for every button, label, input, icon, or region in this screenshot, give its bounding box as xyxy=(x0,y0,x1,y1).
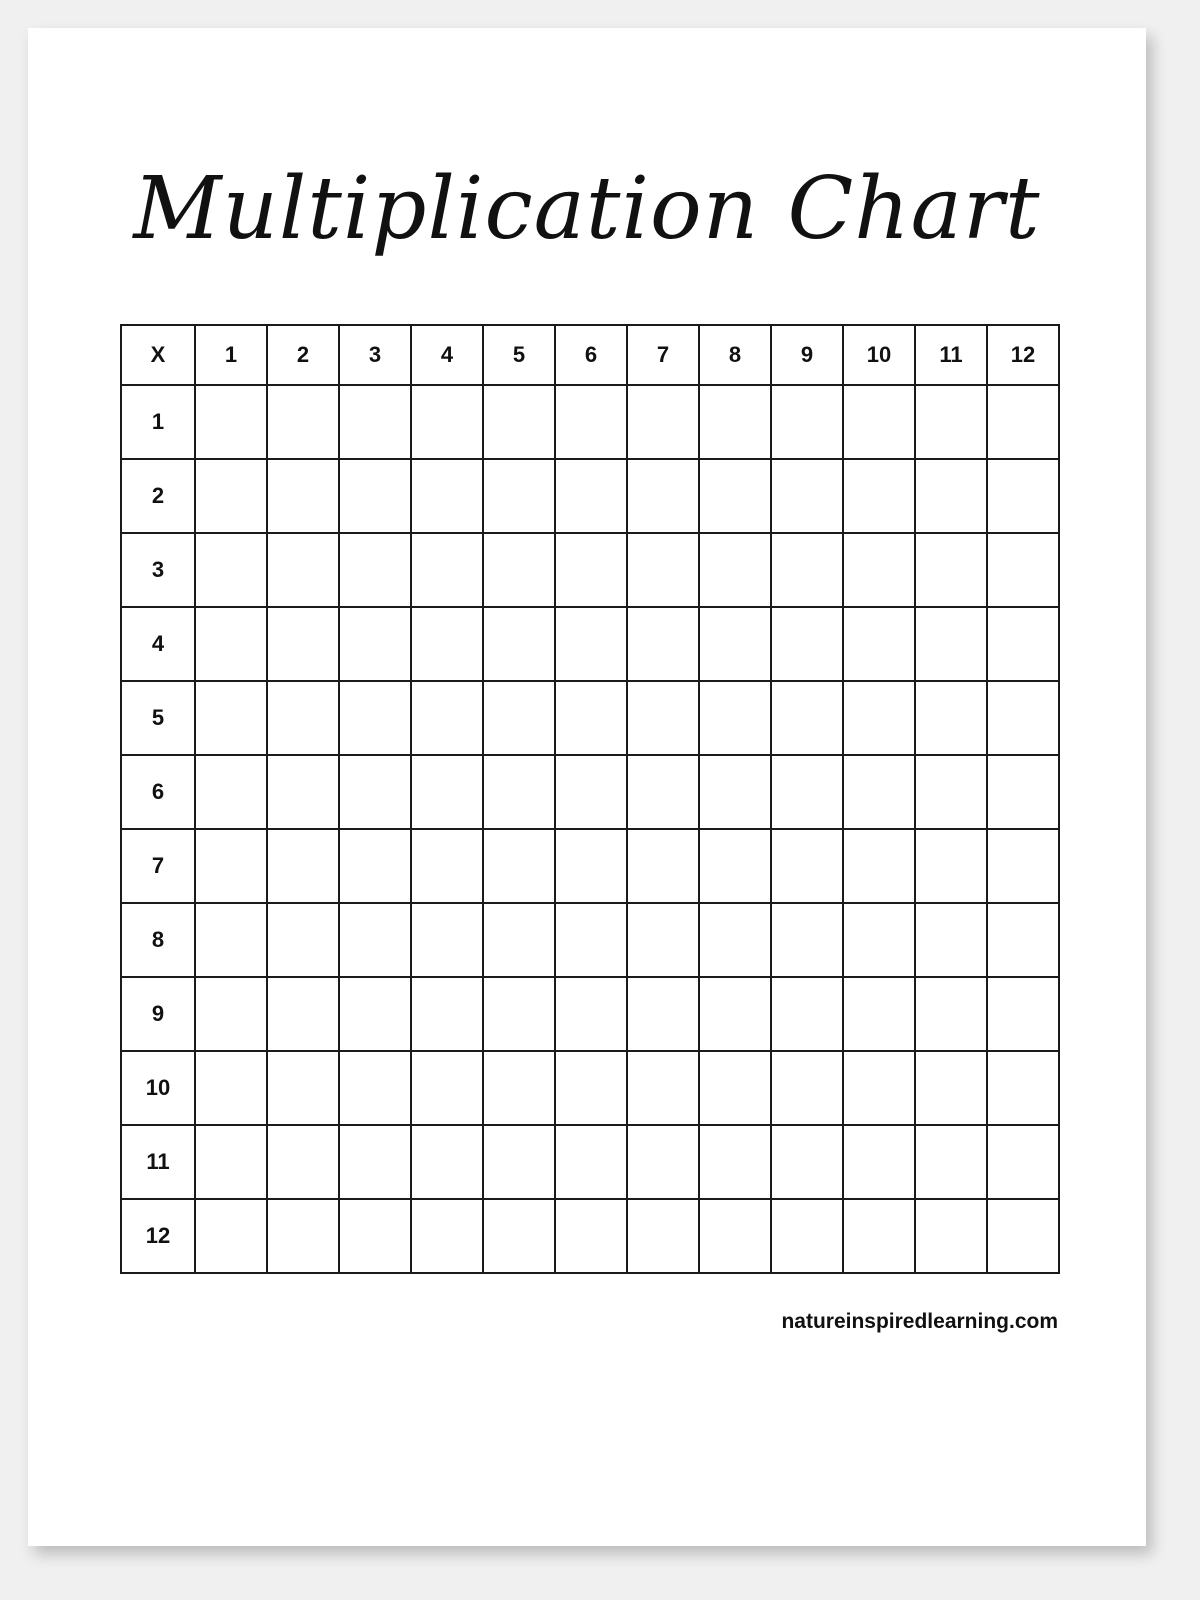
grid-cell-r1-c9[interactable] xyxy=(771,385,843,459)
grid-cell-r1-c6[interactable] xyxy=(555,385,627,459)
grid-cell-r2-c9[interactable] xyxy=(771,459,843,533)
grid-cell-r4-c4[interactable] xyxy=(411,607,483,681)
grid-cell-r6-c7[interactable] xyxy=(627,755,699,829)
table-row xyxy=(121,903,1059,977)
grid-cell-r12-c11[interactable] xyxy=(915,1199,987,1273)
grid-cell-r8-c8[interactable] xyxy=(699,903,771,977)
grid-cell-r9-c10[interactable] xyxy=(843,977,915,1051)
grid-cell-r6-c5[interactable] xyxy=(483,755,555,829)
row-header-12: 12 xyxy=(121,1199,195,1273)
grid-cell-r4-c11[interactable] xyxy=(915,607,987,681)
column-header-7: 7 xyxy=(627,325,699,385)
grid-cell-r5-c2[interactable] xyxy=(267,681,339,755)
row-header-3: 3 xyxy=(121,533,195,607)
grid-cell-r1-c10[interactable] xyxy=(843,385,915,459)
grid-cell-r3-c12[interactable] xyxy=(987,533,1059,607)
grid-cell-r12-c5[interactable] xyxy=(483,1199,555,1273)
grid-cell-r7-c8[interactable] xyxy=(699,829,771,903)
grid-cell-r1-c11[interactable] xyxy=(915,385,987,459)
grid-cell-r12-c3[interactable] xyxy=(339,1199,411,1273)
table-row xyxy=(121,829,1059,903)
table-header-row xyxy=(121,325,1059,385)
grid-cell-r5-c4[interactable] xyxy=(411,681,483,755)
grid-cell-r8-c12[interactable] xyxy=(987,903,1059,977)
grid-cell-r9-c5[interactable] xyxy=(483,977,555,1051)
grid-cell-r12-c12[interactable] xyxy=(987,1199,1059,1273)
table-row xyxy=(121,681,1059,755)
grid-cell-r8-c4[interactable] xyxy=(411,903,483,977)
grid-cell-r8-c5[interactable] xyxy=(483,903,555,977)
grid-cell-r1-c4[interactable] xyxy=(411,385,483,459)
table-row xyxy=(121,1199,1059,1273)
grid-cell-r7-c6[interactable] xyxy=(555,829,627,903)
grid-cell-r9-c4[interactable] xyxy=(411,977,483,1051)
grid-cell-r9-c12[interactable] xyxy=(987,977,1059,1051)
grid-cell-r7-c12[interactable] xyxy=(987,829,1059,903)
grid-cell-r5-c8[interactable] xyxy=(699,681,771,755)
grid-cell-r5-c12[interactable] xyxy=(987,681,1059,755)
grid-cell-r3-c1[interactable] xyxy=(195,533,267,607)
grid-cell-r2-c4[interactable] xyxy=(411,459,483,533)
grid-cell-r10-c12[interactable] xyxy=(987,1051,1059,1125)
row-header-8: 8 xyxy=(121,903,195,977)
grid-cell-r4-c6[interactable] xyxy=(555,607,627,681)
grid-cell-r11-c8[interactable] xyxy=(699,1125,771,1199)
grid-cell-r11-c9[interactable] xyxy=(771,1125,843,1199)
table-row xyxy=(121,1125,1059,1199)
grid-cell-r1-c7[interactable] xyxy=(627,385,699,459)
grid-cell-r2-c2[interactable] xyxy=(267,459,339,533)
grid-cell-r4-c8[interactable] xyxy=(699,607,771,681)
grid-cell-r8-c11[interactable] xyxy=(915,903,987,977)
multiplication-grid xyxy=(120,324,1060,1274)
grid-cell-r11-c11[interactable] xyxy=(915,1125,987,1199)
grid-cell-r6-c11[interactable] xyxy=(915,755,987,829)
grid-cell-r9-c6[interactable] xyxy=(555,977,627,1051)
grid-cell-r4-c3[interactable] xyxy=(339,607,411,681)
grid-cell-r5-c9[interactable] xyxy=(771,681,843,755)
row-header-7: 7 xyxy=(121,829,195,903)
grid-cell-r7-c1[interactable] xyxy=(195,829,267,903)
column-header-4: 4 xyxy=(411,325,483,385)
grid-cell-r7-c2[interactable] xyxy=(267,829,339,903)
grid-cell-r12-c8[interactable] xyxy=(699,1199,771,1273)
grid-cell-r12-c4[interactable] xyxy=(411,1199,483,1273)
grid-cell-r10-c4[interactable] xyxy=(411,1051,483,1125)
grid-cell-r11-c4[interactable] xyxy=(411,1125,483,1199)
grid-cell-r4-c9[interactable] xyxy=(771,607,843,681)
grid-cell-r10-c11[interactable] xyxy=(915,1051,987,1125)
grid-cell-r3-c3[interactable] xyxy=(339,533,411,607)
grid-cell-r2-c10[interactable] xyxy=(843,459,915,533)
grid-cell-r10-c8[interactable] xyxy=(699,1051,771,1125)
footer-credit: natureinspiredlearning.com xyxy=(781,1310,1058,1333)
row-header-4: 4 xyxy=(121,607,195,681)
grid-cell-r9-c11[interactable] xyxy=(915,977,987,1051)
column-header-10: 10 xyxy=(843,325,915,385)
grid-cell-r5-c1[interactable] xyxy=(195,681,267,755)
grid-cell-r4-c12[interactable] xyxy=(987,607,1059,681)
grid-cell-r2-c5[interactable] xyxy=(483,459,555,533)
grid-cell-r7-c3[interactable] xyxy=(339,829,411,903)
grid-cell-r7-c10[interactable] xyxy=(843,829,915,903)
grid-cell-r3-c10[interactable] xyxy=(843,533,915,607)
grid-cell-r4-c10[interactable] xyxy=(843,607,915,681)
multiplication-table xyxy=(120,324,1060,1274)
grid-cell-r9-c9[interactable] xyxy=(771,977,843,1051)
grid-cell-r9-c2[interactable] xyxy=(267,977,339,1051)
table-row xyxy=(121,459,1059,533)
grid-cell-r9-c8[interactable] xyxy=(699,977,771,1051)
grid-cell-r11-c7[interactable] xyxy=(627,1125,699,1199)
grid-cell-r8-c1[interactable] xyxy=(195,903,267,977)
grid-cell-r7-c9[interactable] xyxy=(771,829,843,903)
grid-cell-r5-c5[interactable] xyxy=(483,681,555,755)
grid-cell-r2-c12[interactable] xyxy=(987,459,1059,533)
grid-cell-r2-c7[interactable] xyxy=(627,459,699,533)
table-row xyxy=(121,977,1059,1051)
table-row xyxy=(121,1051,1059,1125)
grid-cell-r7-c11[interactable] xyxy=(915,829,987,903)
grid-cell-r11-c6[interactable] xyxy=(555,1125,627,1199)
grid-cell-r4-c1[interactable] xyxy=(195,607,267,681)
grid-cell-r2-c6[interactable] xyxy=(555,459,627,533)
grid-cell-r3-c9[interactable] xyxy=(771,533,843,607)
grid-cell-r2-c11[interactable] xyxy=(915,459,987,533)
grid-cell-r6-c12[interactable] xyxy=(987,755,1059,829)
row-header-5: 5 xyxy=(121,681,195,755)
grid-cell-r1-c8[interactable] xyxy=(699,385,771,459)
grid-cell-r1-c5[interactable] xyxy=(483,385,555,459)
grid-cell-r7-c7[interactable] xyxy=(627,829,699,903)
grid-cell-r8-c9[interactable] xyxy=(771,903,843,977)
grid-cell-r10-c9[interactable] xyxy=(771,1051,843,1125)
column-header-5: 5 xyxy=(483,325,555,385)
grid-cell-r11-c5[interactable] xyxy=(483,1125,555,1199)
grid-cell-r3-c8[interactable] xyxy=(699,533,771,607)
grid-cell-r11-c3[interactable] xyxy=(339,1125,411,1199)
row-header-2: 2 xyxy=(121,459,195,533)
table-row xyxy=(121,755,1059,829)
grid-cell-r10-c1[interactable] xyxy=(195,1051,267,1125)
grid-cell-r11-c12[interactable] xyxy=(987,1125,1059,1199)
grid-cell-r10-c5[interactable] xyxy=(483,1051,555,1125)
table-row xyxy=(121,385,1059,459)
grid-cell-r3-c4[interactable] xyxy=(411,533,483,607)
grid-cell-r4-c5[interactable] xyxy=(483,607,555,681)
grid-cell-r8-c3[interactable] xyxy=(339,903,411,977)
table-header-row-group xyxy=(121,325,1059,385)
grid-cell-r6-c3[interactable] xyxy=(339,755,411,829)
grid-cell-r2-c3[interactable] xyxy=(339,459,411,533)
row-header-6: 6 xyxy=(121,755,195,829)
grid-cell-r3-c7[interactable] xyxy=(627,533,699,607)
grid-cell-r1-c1[interactable] xyxy=(195,385,267,459)
grid-cell-r6-c9[interactable] xyxy=(771,755,843,829)
row-header-11: 11 xyxy=(121,1125,195,1199)
grid-cell-r2-c1[interactable] xyxy=(195,459,267,533)
grid-cell-r2-c8[interactable] xyxy=(699,459,771,533)
column-header-2: 2 xyxy=(267,325,339,385)
grid-cell-r8-c10[interactable] xyxy=(843,903,915,977)
grid-cell-r12-c7[interactable] xyxy=(627,1199,699,1273)
table-body xyxy=(121,385,1059,1273)
grid-cell-r11-c10[interactable] xyxy=(843,1125,915,1199)
page-title: Multiplication Chart xyxy=(133,159,1041,259)
grid-cell-r10-c6[interactable] xyxy=(555,1051,627,1125)
grid-cell-r5-c6[interactable] xyxy=(555,681,627,755)
grid-cell-r12-c9[interactable] xyxy=(771,1199,843,1273)
grid-cell-r11-c2[interactable] xyxy=(267,1125,339,1199)
grid-cell-r6-c6[interactable] xyxy=(555,755,627,829)
grid-cell-r4-c7[interactable] xyxy=(627,607,699,681)
grid-cell-r1-c2[interactable] xyxy=(267,385,339,459)
row-header-1: 1 xyxy=(121,385,195,459)
grid-cell-r5-c3[interactable] xyxy=(339,681,411,755)
grid-cell-r4-c2[interactable] xyxy=(267,607,339,681)
column-header-3: 3 xyxy=(339,325,411,385)
grid-cell-r9-c7[interactable] xyxy=(627,977,699,1051)
grid-cell-r3-c11[interactable] xyxy=(915,533,987,607)
grid-cell-r5-c10[interactable] xyxy=(843,681,915,755)
column-header-1: 1 xyxy=(195,325,267,385)
column-header-8: 8 xyxy=(699,325,771,385)
grid-cell-r8-c2[interactable] xyxy=(267,903,339,977)
row-header-10: 10 xyxy=(121,1051,195,1125)
grid-cell-r7-c5[interactable] xyxy=(483,829,555,903)
grid-cell-r3-c6[interactable] xyxy=(555,533,627,607)
grid-cell-r8-c7[interactable] xyxy=(627,903,699,977)
row-header-9: 9 xyxy=(121,977,195,1051)
grid-cell-r10-c2[interactable] xyxy=(267,1051,339,1125)
grid-cell-r6-c4[interactable] xyxy=(411,755,483,829)
grid-cell-r5-c7[interactable] xyxy=(627,681,699,755)
column-header-9: 9 xyxy=(771,325,843,385)
column-header-6: 6 xyxy=(555,325,627,385)
grid-cell-r9-c1[interactable] xyxy=(195,977,267,1051)
printable-sheet xyxy=(28,28,1146,1546)
grid-cell-r11-c1[interactable] xyxy=(195,1125,267,1199)
column-header-11: 11 xyxy=(915,325,987,385)
grid-cell-r10-c7[interactable] xyxy=(627,1051,699,1125)
table-row xyxy=(121,607,1059,681)
grid-cell-r3-c5[interactable] xyxy=(483,533,555,607)
grid-cell-r10-c3[interactable] xyxy=(339,1051,411,1125)
grid-cell-r1-c12[interactable] xyxy=(987,385,1059,459)
grid-cell-r12-c2[interactable] xyxy=(267,1199,339,1273)
grid-cell-r7-c4[interactable] xyxy=(411,829,483,903)
grid-cell-r6-c10[interactable] xyxy=(843,755,915,829)
grid-cell-r12-c10[interactable] xyxy=(843,1199,915,1273)
grid-cell-r6-c8[interactable] xyxy=(699,755,771,829)
column-header-12: 12 xyxy=(987,325,1059,385)
grid-cell-r8-c6[interactable] xyxy=(555,903,627,977)
corner-header-cell: X xyxy=(121,325,195,385)
grid-cell-r10-c10[interactable] xyxy=(843,1051,915,1125)
grid-cell-r12-c1[interactable] xyxy=(195,1199,267,1273)
grid-cell-r6-c2[interactable] xyxy=(267,755,339,829)
grid-cell-r1-c3[interactable] xyxy=(339,385,411,459)
grid-cell-r12-c6[interactable] xyxy=(555,1199,627,1273)
grid-cell-r9-c3[interactable] xyxy=(339,977,411,1051)
grid-cell-r5-c11[interactable] xyxy=(915,681,987,755)
grid-cell-r3-c2[interactable] xyxy=(267,533,339,607)
table-row xyxy=(121,533,1059,607)
grid-cell-r6-c1[interactable] xyxy=(195,755,267,829)
